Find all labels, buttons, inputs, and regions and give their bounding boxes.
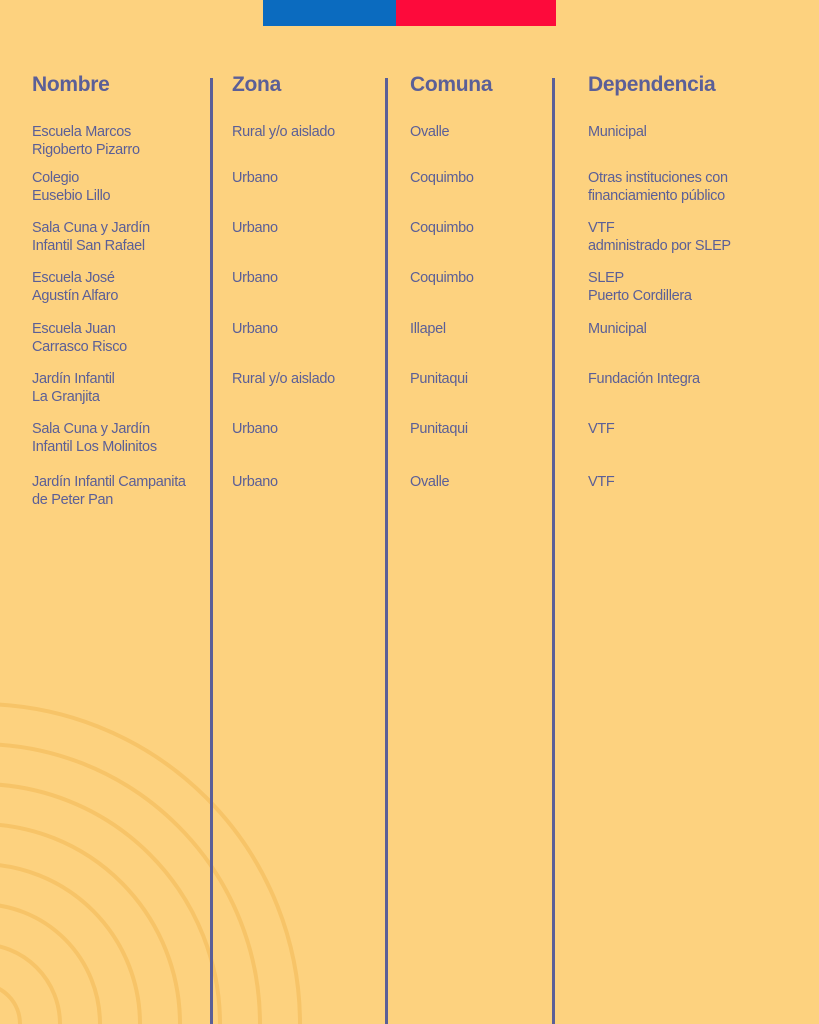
cell-zona bbox=[232, 270, 382, 288]
cell-line: SLEP bbox=[588, 270, 624, 286]
header-dependencia: Dependencia bbox=[588, 73, 716, 96]
arc-4 bbox=[0, 864, 140, 1024]
cell-line: Escuela Marcos bbox=[32, 124, 131, 140]
cell-zona bbox=[232, 321, 382, 339]
column-divider-1 bbox=[210, 78, 213, 1024]
cell-zona bbox=[232, 124, 382, 142]
cell-line: Fundación Integra bbox=[588, 371, 700, 387]
cell-line: Agustín Alfaro bbox=[32, 287, 119, 304]
arc-3 bbox=[0, 824, 180, 1024]
cell-zona bbox=[232, 220, 382, 238]
cell-line: Illapel bbox=[410, 321, 446, 337]
cell-nombre bbox=[32, 270, 208, 305]
arc-1 bbox=[0, 744, 260, 1024]
cell-nombre bbox=[32, 170, 208, 205]
cell-line: Puerto Cordillera bbox=[588, 287, 692, 304]
cell-line: Coquimbo bbox=[410, 220, 474, 236]
cell-line: Infantil Los Molinitos bbox=[32, 438, 157, 455]
cell-line: Municipal bbox=[588, 124, 647, 140]
cell-line: Urbano bbox=[232, 170, 278, 186]
cell-dependencia bbox=[588, 270, 788, 305]
arc-0 bbox=[0, 704, 300, 1024]
cell-line: Colegio bbox=[32, 170, 80, 186]
cell-line: VTF bbox=[588, 474, 615, 490]
cell-line: Escuela Juan bbox=[32, 321, 116, 337]
cell-line: Municipal bbox=[588, 321, 647, 337]
cell-nombre bbox=[32, 474, 208, 509]
cell-line: La Granjita bbox=[32, 388, 100, 405]
cell-line: Punitaqui bbox=[410, 371, 468, 387]
cell-line: Sala Cuna y Jardín bbox=[32, 421, 150, 437]
cell-dependencia bbox=[588, 321, 788, 339]
arc-7 bbox=[0, 984, 20, 1024]
cell-line: VTF bbox=[588, 220, 615, 236]
cell-line: Jardín Infantil bbox=[32, 371, 115, 387]
cell-nombre bbox=[32, 371, 208, 406]
cell-nombre bbox=[32, 421, 208, 456]
cell-line: Urbano bbox=[232, 421, 278, 437]
cell-line: Urbano bbox=[232, 321, 278, 337]
cell-line: Infantil San Rafael bbox=[32, 237, 145, 254]
cell-nombre bbox=[32, 124, 208, 159]
cell-line: Coquimbo bbox=[410, 170, 474, 186]
cell-line: Rural y/o aislado bbox=[232, 124, 335, 140]
column-divider-3 bbox=[552, 78, 555, 1024]
cell-line: Coquimbo bbox=[410, 270, 474, 286]
cell-line: Urbano bbox=[232, 474, 278, 490]
cell-dependencia bbox=[588, 124, 788, 142]
cell-line: Ovalle bbox=[410, 124, 450, 140]
cell-line: Jardín Infantil Campanita bbox=[32, 474, 186, 490]
cell-dependencia bbox=[588, 220, 788, 255]
cell-line: financiamiento público bbox=[588, 187, 725, 204]
cell-dependencia bbox=[588, 474, 788, 492]
cell-comuna bbox=[410, 371, 550, 389]
cell-dependencia bbox=[588, 421, 788, 439]
cell-zona bbox=[232, 421, 382, 439]
cell-line: administrado por SLEP bbox=[588, 237, 731, 254]
cell-comuna bbox=[410, 474, 550, 492]
cell-comuna bbox=[410, 220, 550, 238]
cell-line: Escuela José bbox=[32, 270, 115, 286]
header-zona: Zona bbox=[232, 73, 281, 96]
cell-comuna bbox=[410, 421, 550, 439]
flag-blue-stripe bbox=[263, 0, 396, 26]
cell-line: Rigoberto Pizarro bbox=[32, 141, 140, 158]
cell-line: Urbano bbox=[232, 220, 278, 236]
cell-comuna bbox=[410, 170, 550, 188]
header-comuna: Comuna bbox=[410, 73, 493, 96]
cell-line: Ovalle bbox=[410, 474, 450, 490]
cell-comuna bbox=[410, 270, 550, 288]
cell-line: Rural y/o aislado bbox=[232, 371, 335, 387]
arc-5 bbox=[0, 904, 100, 1024]
cell-line: de Peter Pan bbox=[32, 491, 114, 508]
cell-comuna bbox=[410, 124, 550, 142]
cell-line: Otras instituciones con bbox=[588, 170, 728, 186]
cell-zona bbox=[232, 474, 382, 492]
cell-dependencia bbox=[588, 170, 788, 205]
cell-line: Punitaqui bbox=[410, 421, 468, 437]
flag-red-stripe bbox=[396, 0, 556, 26]
arc-2 bbox=[0, 784, 220, 1024]
cell-nombre bbox=[32, 321, 208, 356]
cell-line: Carrasco Risco bbox=[32, 338, 127, 355]
cell-line: Sala Cuna y Jardín bbox=[32, 220, 150, 236]
cell-dependencia bbox=[588, 371, 788, 389]
cell-line: VTF bbox=[588, 421, 615, 437]
cell-line: Eusebio Lillo bbox=[32, 187, 111, 204]
cell-zona bbox=[232, 371, 382, 389]
arc-6 bbox=[0, 944, 60, 1024]
cell-nombre bbox=[32, 220, 208, 255]
cell-zona bbox=[232, 170, 382, 188]
cell-line: Urbano bbox=[232, 270, 278, 286]
header-nombre: Nombre bbox=[32, 73, 110, 96]
column-divider-2 bbox=[385, 78, 388, 1024]
cell-comuna bbox=[410, 321, 550, 339]
